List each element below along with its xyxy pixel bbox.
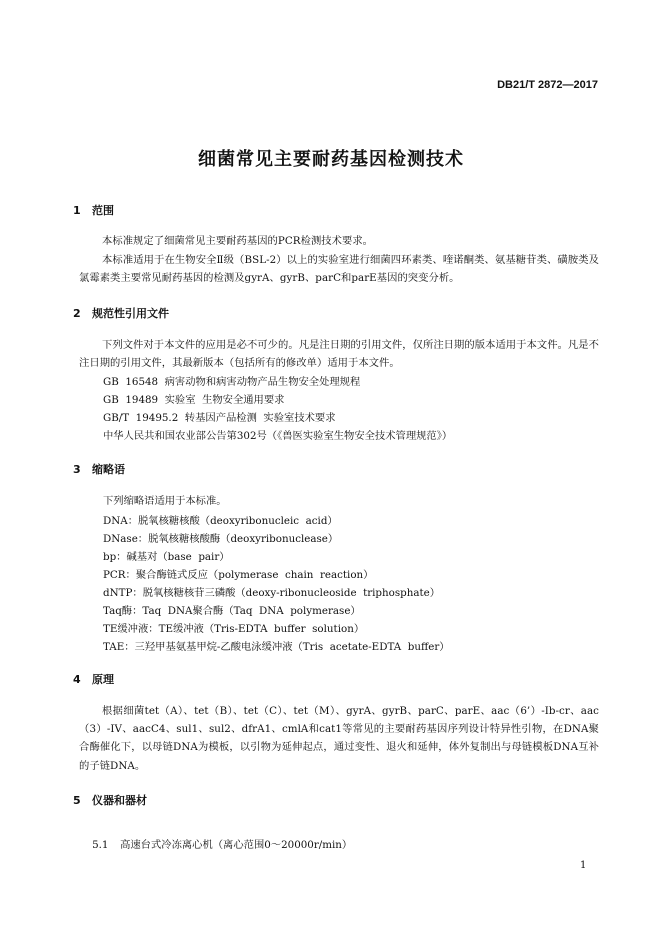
- section-heading-2: [73, 305, 169, 321]
- abbreviation-item: bp：碱基对（base pair）: [103, 551, 230, 563]
- section-number: 3: [73, 463, 81, 476]
- reference-item: 中华人民共和国农业部公告第302号（《兽医实验室生物安全技术管理规范》）: [103, 430, 453, 442]
- abbreviation-item: TAE：三羟甲基氨基甲烷-乙酸电泳缓冲液（Tris acetate-EDTA buffer）: [103, 641, 450, 653]
- reference-item: GB 16548 病害动物和病害动物产品生物安全处理规程: [103, 376, 361, 388]
- section-number: 1: [73, 204, 81, 217]
- section-number: 4: [73, 673, 81, 686]
- section-heading-5: [73, 792, 147, 808]
- section-heading-3: [73, 461, 125, 477]
- abbreviations-intro: 下列缩略语适用于本标准。: [103, 495, 227, 507]
- subsection-number: 5.1: [92, 839, 109, 851]
- standard-code: DB21/T 2872—2017: [497, 79, 598, 91]
- subsection-5-1: [79, 824, 352, 863]
- abbreviation-item: DNase：脱氧核糖核酸酶（deoxyribonuclease）: [103, 533, 339, 545]
- section-title: 范围: [92, 204, 114, 217]
- section-title: 仪器和器材: [92, 794, 147, 807]
- scope-paragraph-1: 本标准规定了细菌常见主要耐药基因的PCR检测技术要求。: [102, 235, 374, 247]
- abbreviation-item: Taq酶：Taq DNA聚合酶（Taq DNA polymerase）: [103, 605, 361, 617]
- abbreviation-item: TE缓冲液：TE缓冲液（Tris-EDTA buffer solution）: [103, 623, 365, 635]
- section-title: 规范性引用文件: [92, 307, 169, 320]
- document-title: 细菌常见主要耐药基因检测技术: [198, 149, 464, 170]
- section-number: 2: [73, 307, 81, 320]
- abbreviation-item: PCR：聚合酶链式反应（polymerase chain reaction）: [103, 569, 374, 581]
- abbreviation-item: DNA：脱氧核糖核酸（deoxyribonucleic acid）: [103, 515, 338, 527]
- principle-paragraph: 根据细菌tet（A）、tet（B）、tet（C）、tet（M）、gyrA、gyrB、parC、parE、aac（6’）-Ib-cr、aac（3）-IV、aacC4、sul1、sul2、dfrA1、cmlA和cat1等常见的主要耐药基因序列设计特异性引物，在DNA聚合酶催化下，以母链DNA为模板，以引物为延伸起点，通过变性、退火和延伸，体外复制出与母链模板DNA互补的子链DNA。: [79, 705, 599, 772]
- section-title: 原理: [92, 673, 114, 686]
- section-heading-4: [73, 671, 114, 687]
- normative-intro: 下列文件对于本文件的应用是必不可少的。凡是注日期的引用文件，仅所注日期的版本适用于本文件。凡是不注日期的引用文件，其最新版本（包括所有的修改单）适用于本文件。: [79, 339, 599, 370]
- reference-item: GB/T 19495.2 转基因产品检测 实验室技术要求: [103, 412, 336, 424]
- scope-paragraph-2: 本标准适用于在生物安全Ⅱ级（BSL-2）以上的实验室进行细菌四环素类、喹诺酮类、氨基糖苷类、磺胺类及氯霉素类主要常见耐药基因的检测及gyrA、gyrB、parC和parE基因的突变分析。: [79, 254, 599, 285]
- section-heading-1: [73, 202, 114, 218]
- section-title: 缩略语: [92, 463, 125, 476]
- abbreviation-item: dNTP：脱氧核糖核苷三磷酸（deoxy-ribonucleoside triphosphate）: [103, 587, 441, 599]
- page-number: 1: [580, 860, 587, 871]
- section-number: 5: [73, 794, 81, 807]
- reference-item: GB 19489 实验室 生物安全通用要求: [103, 394, 285, 406]
- subsection-text: 高速台式冷冻离心机（离心范围0～20000r/min）: [120, 839, 353, 851]
